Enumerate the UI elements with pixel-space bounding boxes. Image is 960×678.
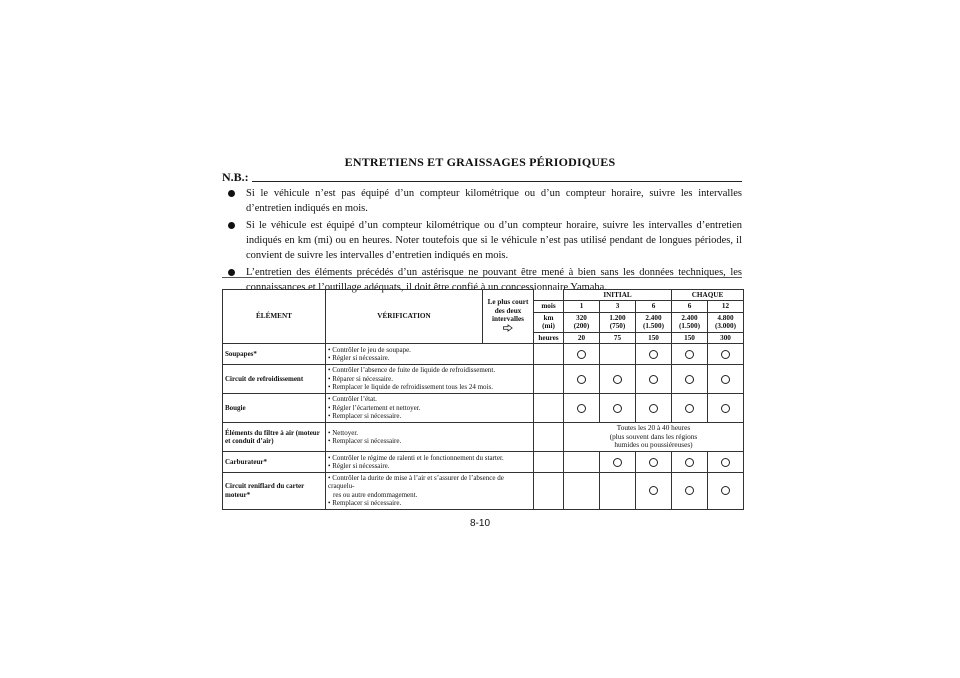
- circle-mark-icon: [649, 350, 658, 359]
- check-line: • Contrôler le jeu de soupape.: [328, 345, 411, 354]
- mark-cell: [708, 473, 744, 510]
- page-title: ENTRETIENS ET GRAISSAGES PÉRIODIQUES: [344, 155, 616, 169]
- header-verification: VÉRIFICATION: [326, 290, 483, 344]
- check-line: • Remplacer si nécessaire.: [328, 499, 402, 508]
- circle-mark-icon: [721, 486, 730, 495]
- circle-mark-icon: [685, 458, 694, 467]
- mark-cell: [636, 394, 672, 423]
- mark-cell: [600, 473, 636, 510]
- bullet-icon: [228, 222, 235, 229]
- mark-cell: [534, 423, 564, 452]
- circle-mark-icon: [613, 458, 622, 467]
- mois-value: 6: [672, 301, 708, 312]
- mark-cell: [636, 452, 672, 473]
- mark-cell: [600, 344, 636, 365]
- mois-value: 1: [564, 301, 600, 312]
- mark-cell: [564, 365, 600, 394]
- row-checks: [326, 473, 534, 510]
- circle-mark-icon: [685, 486, 694, 495]
- circle-mark-icon: [721, 375, 730, 384]
- mark-cell: [564, 344, 600, 365]
- notes-list: [222, 186, 742, 297]
- nb-header: [222, 170, 742, 184]
- mark-cell: [534, 452, 564, 473]
- mark-cell: [708, 394, 744, 423]
- table-row: [223, 423, 744, 452]
- note-text: L’entretien des éléments précédés d’un astérisque ne pouvant être mené à bien sans les données techniques, les connaissances et l’outillage adéquats, il doit être confié à un concessionnaire Yamaha.: [246, 267, 742, 293]
- km-value: [672, 312, 708, 332]
- bullet-icon: [228, 269, 235, 276]
- mi-text: (750): [609, 322, 626, 331]
- check-line: • Régler si nécessaire.: [328, 354, 390, 363]
- check-line: • Nettoyer.: [328, 428, 359, 437]
- note-text: Si le véhicule est équipé d’un compteur kilométrique ou d’un compteur horaire, suivre les intervalles d’entretien indiqués en km (mi) ou en heures. Noter toutefois que si le véhicule n’est pas utilisé pendant de longues périodes, il convient de suivre les intervalles d’entretien indiqués en mois.: [246, 220, 742, 261]
- circle-mark-icon: [649, 486, 658, 495]
- row-element: Circuit de refroidissement: [223, 365, 326, 394]
- circle-mark-icon: [649, 404, 658, 413]
- mark-cell: [534, 473, 564, 510]
- km-value: [564, 312, 600, 332]
- mark-cell: [564, 452, 600, 473]
- mark-cell: [534, 365, 564, 394]
- check-line: • Réparer si nécessaire.: [328, 374, 394, 383]
- km-text: 1.200: [609, 313, 626, 322]
- row-checks: [326, 423, 534, 452]
- km-value: [636, 312, 672, 332]
- unit-km: [534, 312, 564, 332]
- row-element: Bougie: [223, 394, 326, 423]
- mark-cell: [600, 394, 636, 423]
- circle-mark-icon: [577, 350, 586, 359]
- mark-cell: [534, 344, 564, 365]
- mark-cell: [672, 394, 708, 423]
- row-checks: [326, 394, 534, 423]
- page-number: 8-10: [469, 518, 490, 529]
- check-line: • Contrôler la durite de mise à l’air et s’assurer de l’absence de craquelu-: [328, 474, 504, 491]
- row-checks: [326, 365, 534, 394]
- mi-text: (200): [573, 322, 590, 331]
- bullet-icon: [228, 190, 235, 197]
- check-line: • Contrôler l’état.: [328, 395, 377, 404]
- nb-rule: [252, 181, 742, 182]
- note-text: Si le véhicule n’est pas équipé d’un compteur kilométrique ou d’un compteur horaire, suivre les intervalles d’entretien indiqués en mois.: [246, 188, 742, 214]
- outline-arrow-right-icon: [503, 324, 513, 332]
- mark-cell: [564, 394, 600, 423]
- km-text: 4.800: [717, 313, 734, 322]
- note-item: [222, 218, 742, 263]
- heures-value: 300: [708, 332, 744, 343]
- mi-text: (1.500): [643, 322, 664, 331]
- mark-cell: [600, 452, 636, 473]
- mi-text: (1.500): [679, 322, 700, 331]
- mois-value: 12: [708, 301, 744, 312]
- km-value: [708, 312, 744, 332]
- circle-mark-icon: [649, 375, 658, 384]
- note-line: humides ou poussiéreuses): [614, 440, 693, 450]
- heures-value: 150: [636, 332, 672, 343]
- row-element: Circuit reniflard du carter moteur*: [223, 473, 326, 510]
- check-line: • Régler si nécessaire.: [328, 462, 390, 471]
- circle-mark-icon: [685, 350, 694, 359]
- table-row: [223, 365, 744, 394]
- header-element: ÉLÉMENT: [223, 290, 326, 344]
- row-checks: [326, 452, 534, 473]
- mark-cell: [672, 452, 708, 473]
- circle-mark-icon: [721, 350, 730, 359]
- mark-cell: [564, 473, 600, 510]
- circle-mark-icon: [721, 404, 730, 413]
- row-element: Soupapes*: [223, 344, 326, 365]
- check-line: • Régler l’écartement et nettoyer.: [328, 403, 421, 412]
- unit-km-text: km (mi): [542, 313, 555, 331]
- km-text: 2.400: [681, 313, 698, 322]
- circle-mark-icon: [721, 458, 730, 467]
- mark-cell: [708, 344, 744, 365]
- mark-cell: [636, 473, 672, 510]
- table-row: [223, 452, 744, 473]
- circle-mark-icon: [649, 458, 658, 467]
- row-checks: [326, 344, 534, 365]
- header-initial: INITIAL: [564, 290, 672, 301]
- check-line: • Contrôler le régime de ralenti et le fonctionnement du starter.: [328, 453, 504, 462]
- mark-cell: [636, 344, 672, 365]
- check-line: • Remplacer si nécessaire.: [328, 437, 402, 446]
- check-line: • Contrôler l’absence de fuite de liquide de refroidissement.: [328, 366, 496, 375]
- circle-mark-icon: [577, 375, 586, 384]
- circle-mark-icon: [685, 404, 694, 413]
- interval-note: [564, 423, 744, 452]
- mois-value: 6: [636, 301, 672, 312]
- heures-value: 75: [600, 332, 636, 343]
- section-separator: [222, 277, 742, 278]
- mark-cell: [708, 365, 744, 394]
- km-text: 2.400: [645, 313, 662, 322]
- unit-mois: mois: [534, 301, 564, 312]
- maintenance-table: [222, 289, 744, 510]
- check-line: • Remplacer si nécessaire.: [328, 412, 402, 421]
- header-interval: [483, 290, 534, 344]
- mois-value: 3: [600, 301, 636, 312]
- note-line: (plus souvent dans les régions: [609, 431, 698, 441]
- circle-mark-icon: [613, 404, 622, 413]
- note-item: [222, 186, 742, 216]
- mi-text: (3.000): [715, 322, 736, 331]
- mark-cell: [672, 344, 708, 365]
- check-line: • Remplacer le liquide de refroidissement tous les 24 mois.: [328, 383, 493, 392]
- mark-cell: [600, 365, 636, 394]
- circle-mark-icon: [685, 375, 694, 384]
- header-interval-text: Le plus court des deux intervalles: [487, 298, 529, 324]
- mark-cell: [672, 365, 708, 394]
- nb-label: N.B.:: [222, 170, 249, 184]
- header-chaque: CHAQUE: [672, 290, 744, 301]
- mark-cell: [534, 394, 564, 423]
- row-element: Éléments du filtre à air (moteur et conduit d’air): [223, 423, 326, 452]
- table-row: [223, 344, 744, 365]
- table-row: [223, 473, 744, 510]
- note-line: Toutes les 20 à 40 heures: [616, 423, 691, 433]
- mark-cell: [672, 473, 708, 510]
- table-row: [223, 394, 744, 423]
- row-element: Carburateur*: [223, 452, 326, 473]
- check-line: res ou autre endommagement.: [333, 490, 418, 499]
- heures-value: 20: [564, 332, 600, 343]
- heures-value: 150: [672, 332, 708, 343]
- km-text: 320: [576, 313, 587, 322]
- unit-heures: heures: [534, 332, 564, 343]
- mark-cell: [636, 365, 672, 394]
- circle-mark-icon: [577, 404, 586, 413]
- km-value: [600, 312, 636, 332]
- circle-mark-icon: [613, 375, 622, 384]
- header-empty-cell: [534, 290, 564, 301]
- mark-cell: [708, 452, 744, 473]
